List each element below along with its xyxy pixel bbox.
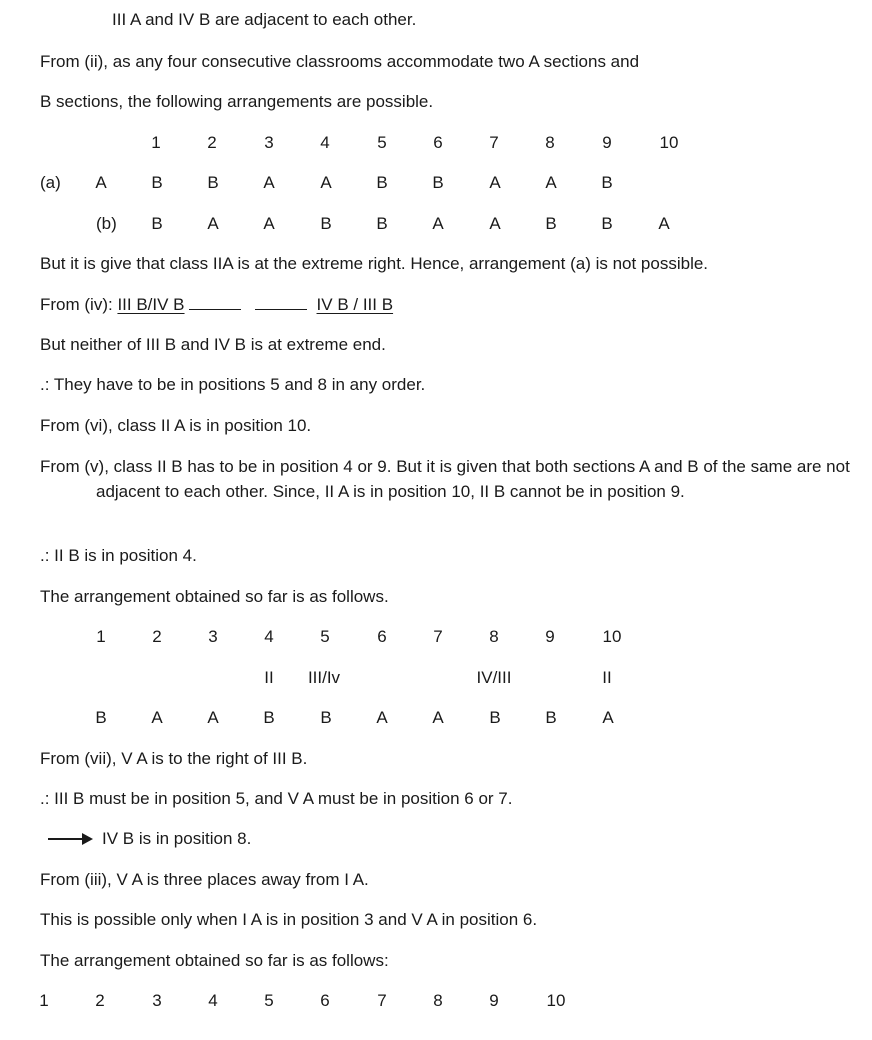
position-number: 4: [264, 627, 274, 646]
text-line-7: .: They have to be in positions 5 and 8 in any order.: [40, 375, 426, 394]
row-a-cell: A: [489, 173, 501, 192]
position-number: 7: [433, 627, 443, 646]
section-cell: B: [320, 708, 332, 727]
blank-line-2: [255, 295, 307, 310]
position-number: 10: [546, 991, 566, 1010]
row-a-cell: B: [432, 173, 444, 192]
position-number: 5: [320, 627, 330, 646]
text-line-10: .: II B is in position 4.: [40, 546, 197, 565]
position-number: 3: [152, 991, 162, 1010]
position-number: 3: [208, 627, 218, 646]
text-line-4: But it is give that class IIA is at the extreme right. Hence, arrangement (a) is not possible.: [40, 254, 709, 273]
position-number: 9: [489, 991, 499, 1010]
position-number: 9: [545, 627, 555, 646]
row-label-a: (a): [40, 173, 61, 192]
position-number: 6: [320, 991, 330, 1010]
right-arrow-icon: [48, 831, 92, 847]
position-number: 6: [433, 133, 443, 152]
row-b-cell: B: [320, 214, 332, 233]
text-line-6: But neither of III B and IV B is at extreme end.: [40, 335, 386, 354]
row-a-cell: A: [263, 173, 275, 192]
position-number: 8: [433, 991, 443, 1010]
text-line-5-prefix: From (iv):: [40, 295, 118, 314]
section-cell: A: [207, 708, 219, 727]
row-a-cell: A: [95, 173, 107, 192]
text-line-13: .: III B must be in position 5, and V A must be in position 6 or 7.: [40, 789, 513, 808]
row-b-cell: A: [263, 214, 275, 233]
position-number: 9: [602, 133, 612, 152]
text-line-8: From (vi), class II A is in position 10.: [40, 416, 312, 435]
position-number: 10: [659, 133, 679, 152]
row-b-cell: B: [545, 214, 557, 233]
row-a-cell: B: [601, 173, 613, 192]
row-a-cell: A: [545, 173, 557, 192]
text-line-15: From (iii), V A is three places away from I A.: [40, 870, 369, 889]
text-line-1: III A and IV B are adjacent to each other.: [112, 10, 417, 29]
section-cell: B: [545, 708, 557, 727]
class-cell: IV/III: [476, 668, 512, 687]
position-number: 1: [96, 627, 106, 646]
option-iii-b-iv-b: III B/IV B: [117, 295, 185, 314]
position-number: 6: [377, 627, 387, 646]
position-number: 1: [151, 133, 161, 152]
row-a-cell: B: [376, 173, 388, 192]
position-number: 8: [545, 133, 555, 152]
section-cell: A: [602, 708, 614, 727]
text-line-5: [40, 295, 393, 315]
option-iv-b-iii-b: IV B / III B: [316, 295, 394, 314]
section-cell: B: [95, 708, 107, 727]
class-cell: III/Iv: [307, 668, 341, 687]
row-b-cell: B: [151, 214, 163, 233]
class-cell: II: [602, 668, 612, 687]
row-b-cell: B: [601, 214, 613, 233]
row-b-cell: A: [207, 214, 219, 233]
blank-line-1: [189, 295, 241, 310]
position-number: 4: [320, 133, 330, 152]
class-cell: II: [264, 668, 274, 687]
row-b-cell: A: [489, 214, 501, 233]
text-line-2: From (ii), as any four consecutive classrooms accommodate two A sections and: [40, 52, 640, 71]
position-number: 2: [152, 627, 162, 646]
position-number: 8: [489, 627, 499, 646]
position-number: 5: [264, 991, 274, 1010]
position-number: 4: [208, 991, 218, 1010]
section-cell: A: [432, 708, 444, 727]
text-line-14: IV B is in position 8.: [102, 829, 252, 848]
section-cell: A: [151, 708, 163, 727]
row-a-cell: B: [151, 173, 163, 192]
position-number: 2: [95, 991, 105, 1010]
position-number: 10: [602, 627, 622, 646]
row-label-b: (b): [96, 214, 117, 233]
position-number: 7: [377, 991, 387, 1010]
section-cell: A: [376, 708, 388, 727]
row-a-cell: A: [320, 173, 332, 192]
text-line-12: From (vii), V A is to the right of III B.: [40, 749, 308, 768]
position-number: 5: [377, 133, 387, 152]
text-line-11: The arrangement obtained so far is as follows.: [40, 587, 389, 606]
text-line-16: This is possible only when I A is in position 3 and V A in position 6.: [40, 910, 538, 929]
text-line-17: The arrangement obtained so far is as follows:: [40, 951, 389, 970]
text-paragraph-9: From (v), class II B has to be in position 4 or 9. But it is given that both sections A and B of the same are not adjacent to each other. Since, II A is in position 10, II B cannot be in position 9.: [40, 457, 850, 501]
section-cell: B: [263, 708, 275, 727]
row-b-cell: A: [432, 214, 444, 233]
row-b-cell: A: [658, 214, 670, 233]
position-number: 1: [39, 991, 49, 1010]
row-a-cell: B: [207, 173, 219, 192]
position-number: 7: [489, 133, 499, 152]
row-b-cell: B: [376, 214, 388, 233]
position-number: 3: [264, 133, 274, 152]
text-line-3: B sections, the following arrangements are possible.: [40, 92, 434, 111]
section-cell: B: [489, 708, 501, 727]
position-number: 2: [207, 133, 217, 152]
